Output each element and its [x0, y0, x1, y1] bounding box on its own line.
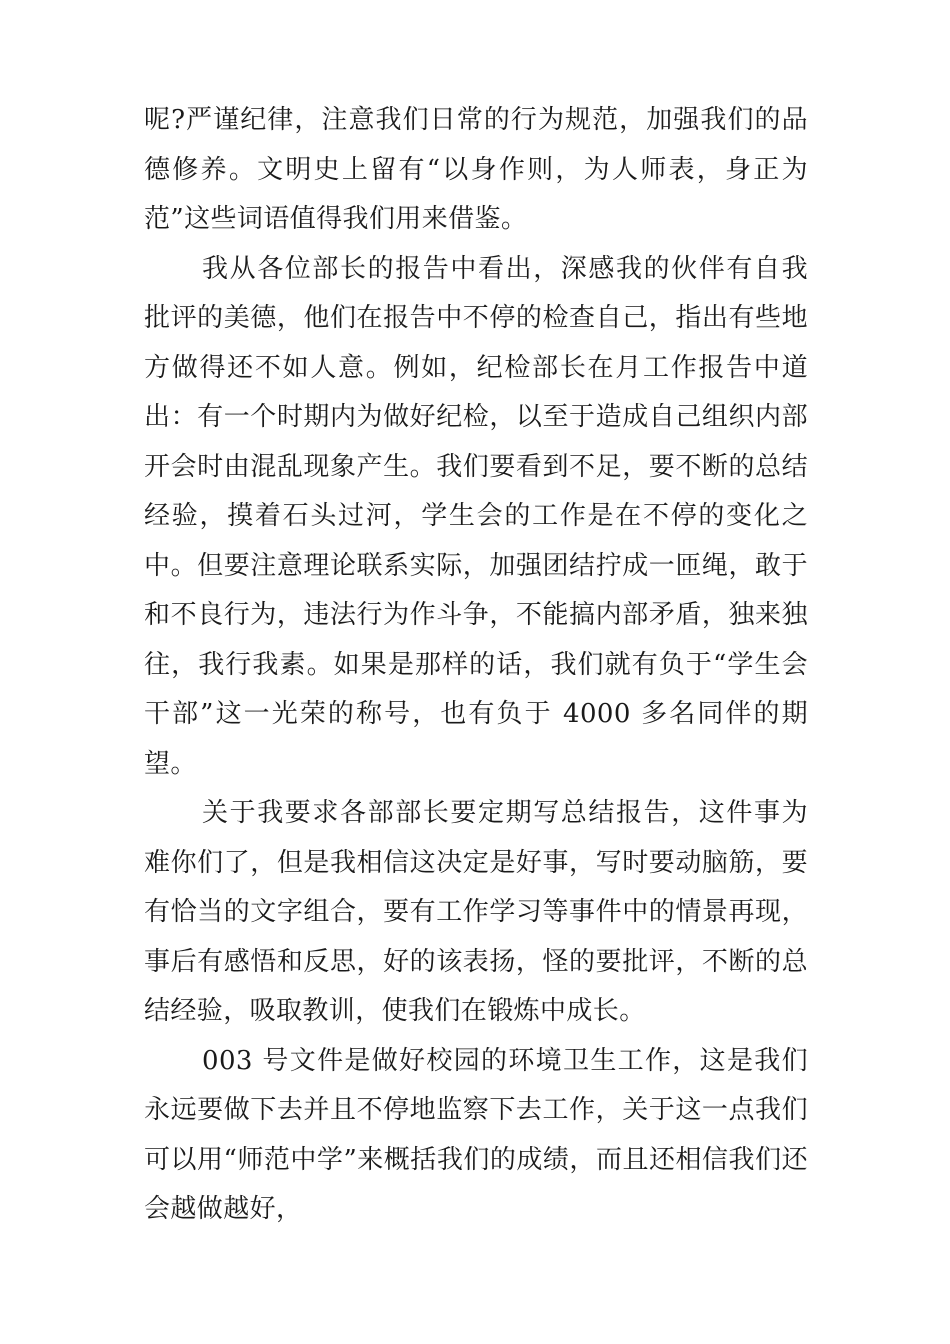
paragraph-1: 呢?严谨纪律，注意我们日常的行为规范，加强我们的品德修养。文明史上留有“以身作则，为人师表，身正为范”这些词语值得我们用来借鉴。: [144, 105, 808, 234]
paragraph-3: 关于我要求各部部长要定期写总结报告，这件事为难你们了，但是我相信这决定是好事，写时要动脑筋，要有恰当的文字组合，要有工作学习等事件中的情景再现，事后有感悟和反思，好的该表扬，怪的要批评，不断的总结经验，吸取教训，使我们在锻炼中成长。: [144, 798, 808, 1026]
document-body: [144, 96, 808, 1235]
paragraph-2: 我从各位部长的报告中看出，深感我的伙伴有自我批评的美德，他们在报告中不停的检查自己，指出有些地方做得还不如人意。例如，纪检部长在月工作报告中道出：有一个时期内为做好纪检，以至于造成自己组织内部开会时由混乱现象产生。我们要看到不足，要不断的总结经验，摸着石头过河，学生会的工作是在不停的变化之中。但要注意理论联系实际，加强团结拧成一匝绳，敢于和不良行为，违法行为作斗争，不能搞内部矛盾，独来独往，我行我素。如果是那样的话，我们就有负于“学生会干部”这一光荣的称号，也有负于 4000 多名同伴的期望。: [144, 253, 808, 779]
paragraph-4: 003 号文件是做好校园的环境卫生工作，这是我们永远要做下去并且不停地监察下去工作，关于这一点我们可以用“师范中学”来概括我们的成绩，而且还相信我们还会越做越好，: [144, 1045, 808, 1224]
